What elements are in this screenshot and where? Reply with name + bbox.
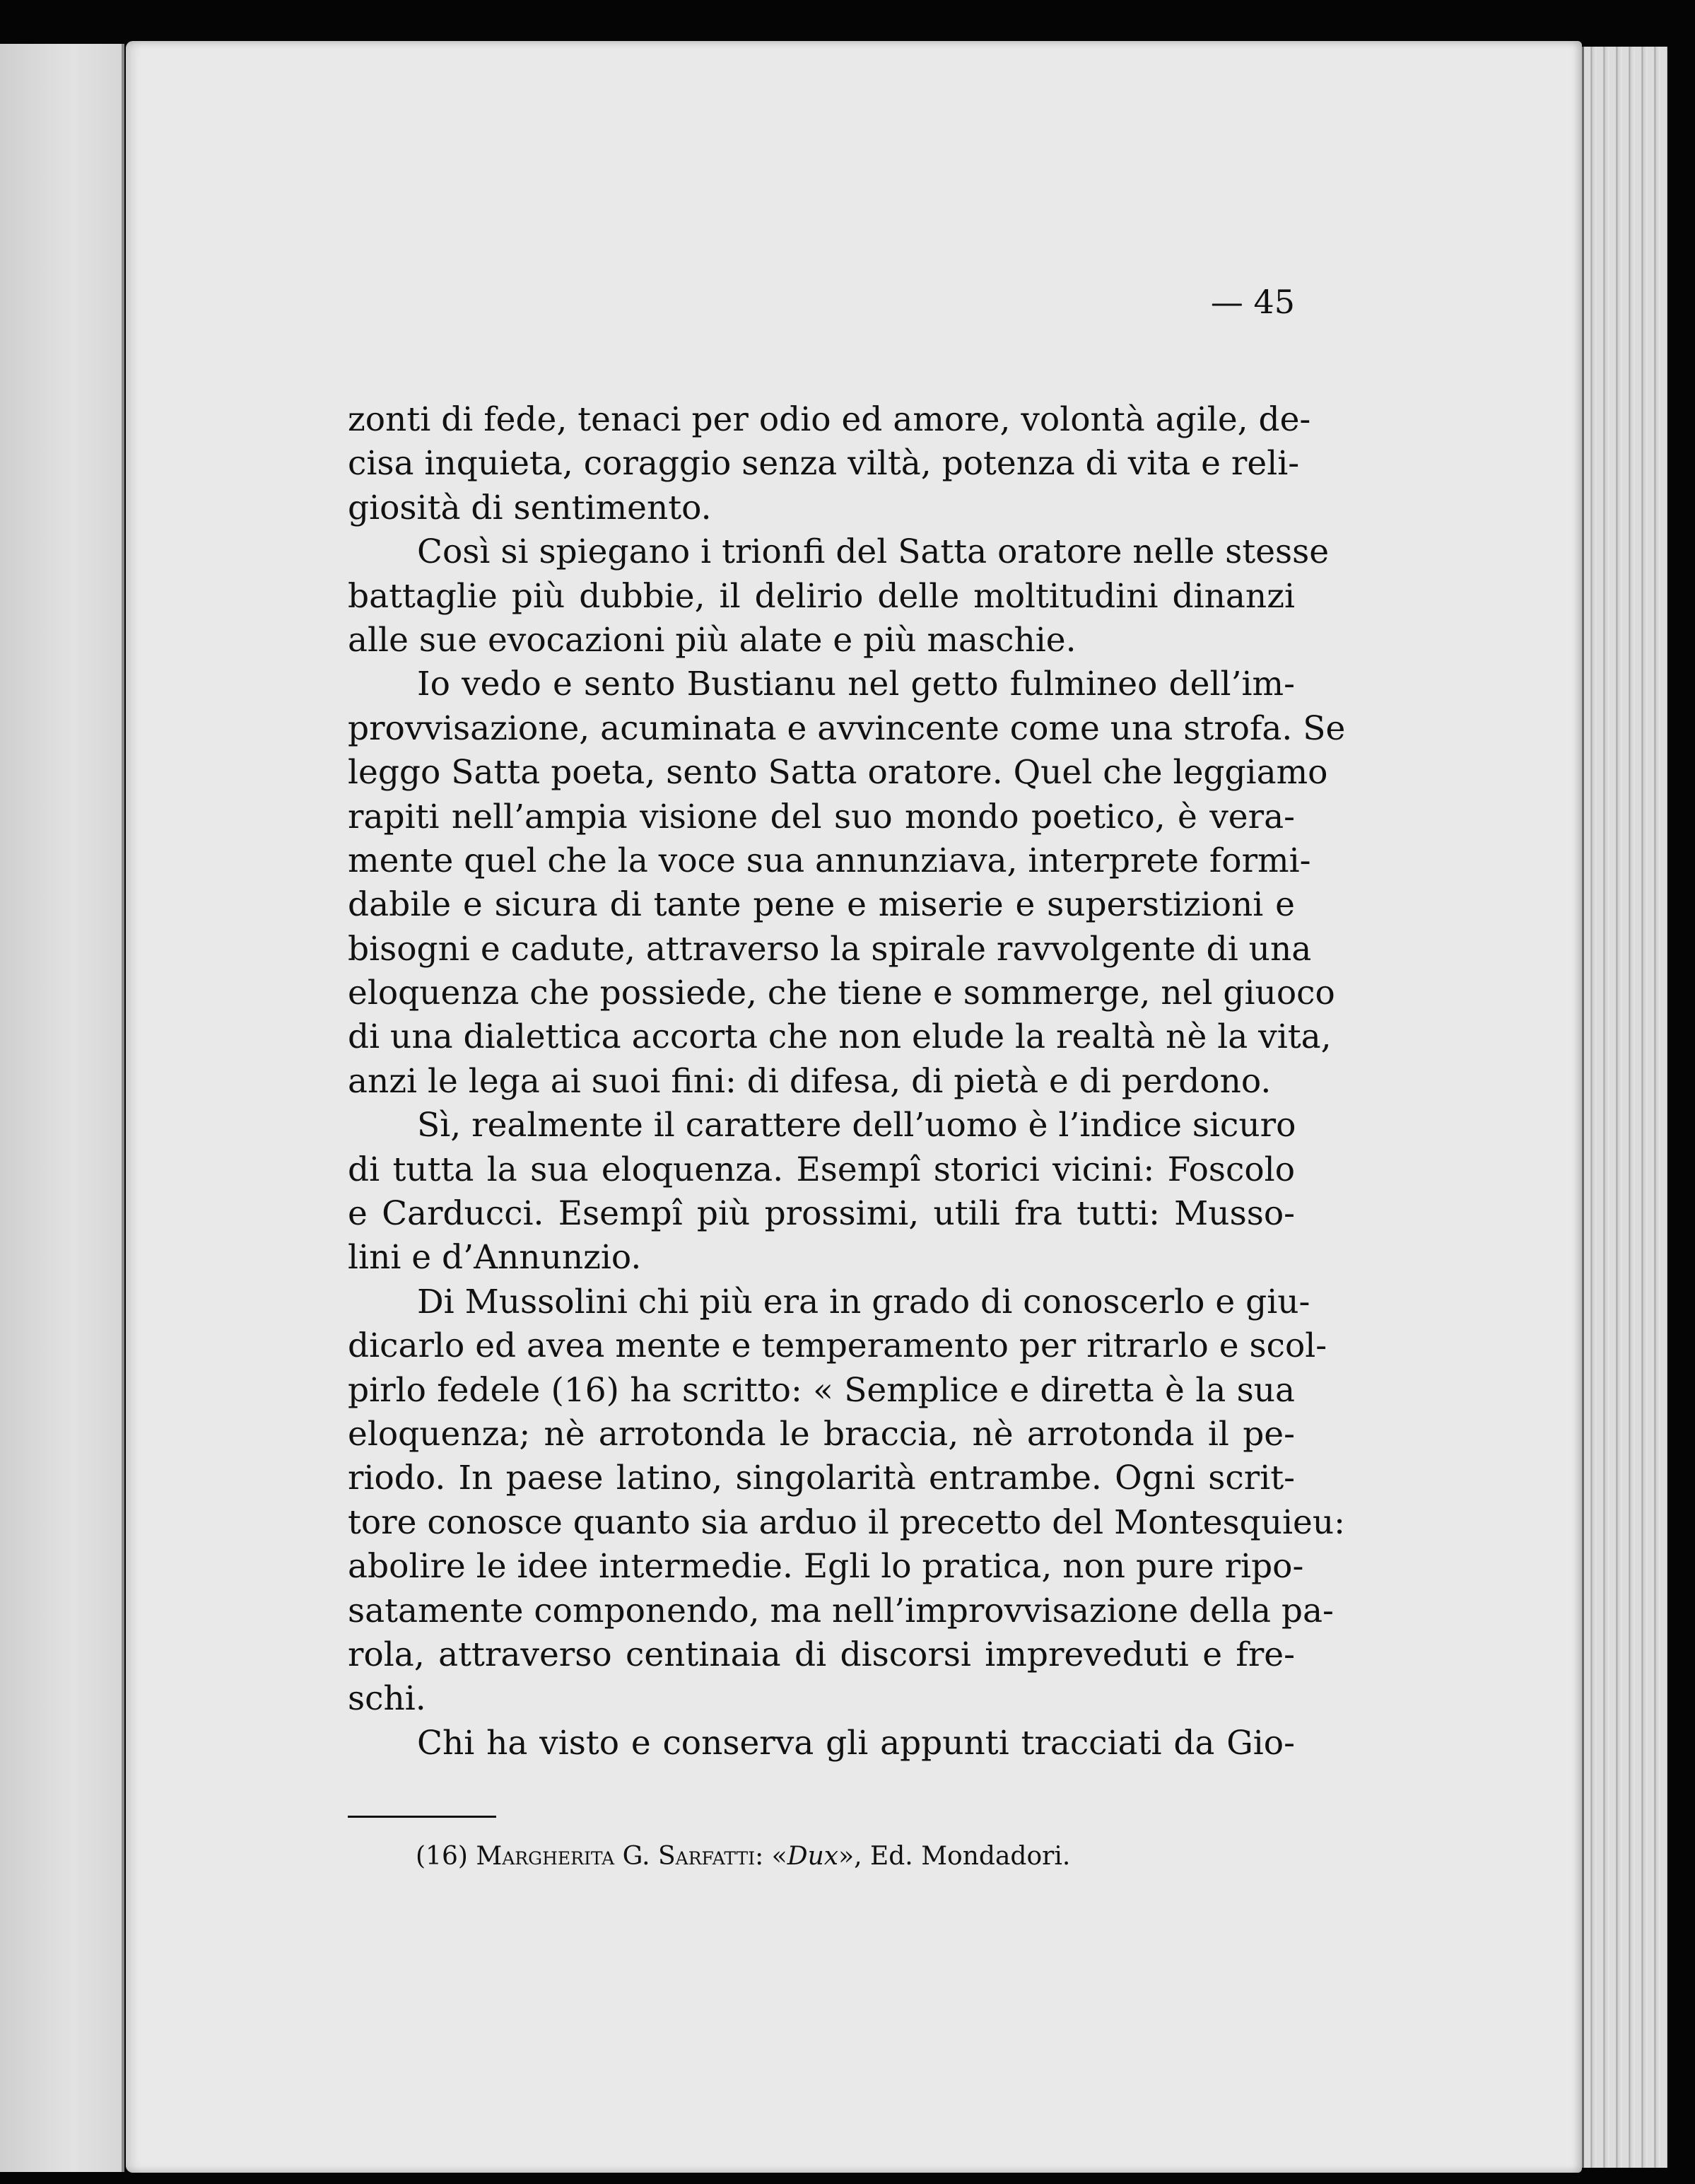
text-line: alle sue evocazioni più alate e più maschie. xyxy=(348,620,1077,660)
footnote-rule xyxy=(348,1816,496,1818)
footnote-publisher: Ed. Mondadori. xyxy=(869,1842,1071,1871)
page-edges xyxy=(1582,47,1667,2168)
text-line: mente quel che la voce sua annunziava, interprete formi- xyxy=(348,841,1311,880)
text-line: leggo Satta poeta, sento Satta oratore. Quel che leggiamo xyxy=(348,753,1328,793)
text-line: dicarlo ed avea mente e temperamento per ritrarlo e scol- xyxy=(348,1326,1327,1366)
footnote-title-close: », xyxy=(838,1842,862,1871)
text-line: Di Mussolini chi più era in grado di conoscerlo e giu- xyxy=(417,1282,1310,1321)
text-line: eloquenza che possiede, che tiene e sommerge, nel giuoco xyxy=(348,974,1335,1013)
footnote-title: Dux xyxy=(787,1842,839,1871)
text-line: Chi ha visto e conserva gli appunti tracciati da Gio- xyxy=(417,1723,1295,1763)
footnote-marker: (16) xyxy=(416,1842,468,1871)
text-line: giosità di sentimento. xyxy=(348,488,712,527)
text-line: battaglie più dubbie, il delirio delle moltitudini dinanzi xyxy=(348,576,1295,616)
text-line: abolire le idee intermedie. Egli lo pratica, non pure ripo- xyxy=(348,1547,1304,1587)
text-line: rola, attraverso centinaia di discorsi impreveduti e fre- xyxy=(348,1635,1295,1674)
text-line: bisogni e cadute, attraverso la spirale ravvolgente di una xyxy=(348,929,1312,969)
text-line: Io vedo e sento Bustianu nel getto fulmineo dell’im- xyxy=(417,665,1295,704)
page-number: — 45 xyxy=(1210,283,1295,321)
text-line: anzi le lega ai suoi fini: di difesa, di pietà e di perdono. xyxy=(348,1061,1272,1101)
text-line: Sì, realmente il carattere dell’uomo è l’indice sicuro xyxy=(417,1106,1296,1145)
text-line: riodo. In paese latino, singolarità entrambe. Ogni scrit- xyxy=(348,1459,1295,1498)
footnote-author: Margherita G. Sarfatti xyxy=(476,1842,756,1871)
text-line: lini e d’Annunzio. xyxy=(348,1238,642,1278)
text-line: Così si spiegano i trionfi del Satta oratore nelle stesse xyxy=(417,532,1330,572)
text-line: satamente componendo, ma nell’improvvisazione della pa- xyxy=(348,1591,1334,1630)
previous-page-edge xyxy=(0,44,124,2172)
text-line: dabile e sicura di tante pene e miserie e superstizioni e xyxy=(348,885,1295,925)
text-line: provvisazione, acuminata e avvincente come una strofa. Se xyxy=(348,708,1346,748)
footnote-title-open: « xyxy=(771,1842,787,1871)
text-line: tore conosce quanto sia arduo il precetto del Montesquieu: xyxy=(348,1502,1345,1542)
text-line: di tutta la sua eloquenza. Esempî storici vicini: Foscolo xyxy=(348,1150,1295,1189)
footnote-colon: : xyxy=(755,1842,764,1871)
footnote xyxy=(416,1842,1070,1871)
text-line: rapiti nell’ampia visione del suo mondo poetico, è vera- xyxy=(348,797,1295,836)
text-line: schi. xyxy=(348,1679,426,1719)
text-line: eloquenza; nè arrotonda le braccia, nè arrotonda il pe- xyxy=(348,1414,1295,1454)
text-line: zonti di fede, tenaci per odio ed amore, volontà agile, de- xyxy=(348,400,1311,439)
text-line: pirlo fedele (16) ha scritto: « Semplice e diretta è la sua xyxy=(348,1370,1295,1410)
text-line: di una dialettica accorta che non elude la realtà nè la vita, xyxy=(348,1017,1332,1057)
text-line: e Carducci. Esempî più prossimi, utili fra tutti: Musso- xyxy=(348,1194,1295,1234)
text-line: cisa inquieta, coraggio senza viltà, potenza di vita e reli- xyxy=(348,444,1300,484)
body-text xyxy=(348,398,1346,1765)
